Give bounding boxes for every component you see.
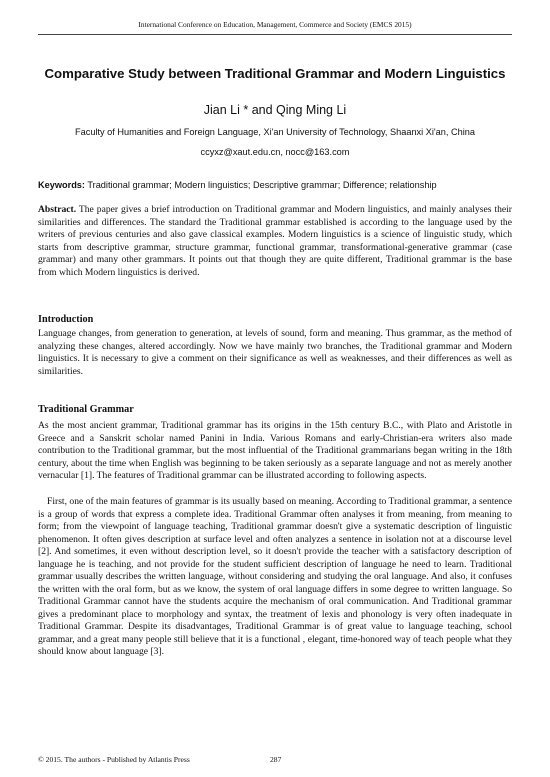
copyright-footer: © 2015. The authors - Published by Atlantis Press <box>38 755 190 764</box>
introduction-paragraph: Language changes, from generation to generation, at levels of sound, form and meaning. Thus grammar, as the method of analyzing these changes, altered accordingly. Now we have mainly two branches, the Traditional grammar and Modern linguistics. It is necessary to give a comment on their significance as well as weaknesses, and their differences as well as similarities. <box>38 328 512 377</box>
keywords-label: Keywords: <box>38 180 85 190</box>
keywords-text: Traditional grammar; Modern linguistics; Descriptive grammar; Difference; relationship <box>84 180 437 190</box>
abstract-label: Abstract. <box>38 204 77 215</box>
author-list: Jian Li * and Qing Ming Li <box>203 103 347 117</box>
traditional-grammar-paragraph-2: First, one of the main features of grammar is its usually based on meaning. According to Traditional grammar, a sentence is a group of words that express a complete idea. Traditional Grammar often analyses it from meaning, from meaning to form; from the viewpoint of language teaching, Traditional grammar doesn't give a systematic description of linguistic phenomenon. It often gives description at surface level and often analyzes a sentence in isolation not at a discourse level [2]. And sometimes, it even without description level, so it doesn't provide the teacher with a satisfactory description of language he is teaching, and not provide for the student sufficient description of language he need to learn. Traditional grammar usually describes the written language, without considering and studying the oral language. And also, it confuses the written with the oral form, but as we know, the system of oral language differs in some degree to written language. So Traditional Grammar cannot have the students acquire the mechanism of oral communication. And Traditional grammar gives a predominant place to morphology and syntax, the treatment of lexis and phonology is very often inadequate in Traditional Grammar. Despite its disadvantages, Traditional Grammar is of great value to language teaching, school grammar, and a great many people still believe that it is a functional , elegant, time-honored way of teach people what they should know about language [3]. <box>38 496 512 657</box>
abstract <box>38 204 512 279</box>
keywords-line <box>38 180 512 190</box>
traditional-grammar-paragraph-1: As the most ancient grammar, Traditional grammar has its origins in the 15th century B.C., with Plato and Aristotle in Greece and a Sanskrit scholar named Panini in India. Various Romans and early-Christian-era writers also made contribution to the Traditional grammar, but the most influential of the Traditional grammarians began writing in the 18th century, about the time when English was beginning to be taken seriously as a separate language and not as merely another vernacular [1]. The features of Traditional grammar can be illustrated according to following aspects. <box>38 420 512 481</box>
page-number: 287 <box>270 755 282 764</box>
header-rule <box>38 34 512 35</box>
conference-header: International Conference on Education, Management, Commerce and Society (EMCS 2015) <box>138 20 412 29</box>
paper-title: Comparative Study between Traditional Grammar and Modern Linguistics <box>44 66 506 81</box>
affiliation: Faculty of Humanities and Foreign Language, Xi'an University of Technology, Shaanxi Xi'an, China <box>75 127 475 137</box>
abstract-text: The paper gives a brief introduction on Traditional grammar and Modern linguistics, and mainly analyses their similarities and differences. The standard the Traditional grammar established is according to the language used by the writers of previous centuries and also gave classical examples. Modern linguistics is a science of linguistic study, which starts from descriptive grammar, structure grammar, functional grammar, transformational-generative grammar (case grammar) and many other grammars. It points out that though they are quite different, Traditional grammar is the base from which Modern linguistics is derived. <box>38 204 512 278</box>
introduction-heading: Introduction <box>38 314 94 325</box>
traditional-grammar-heading: Traditional Grammar <box>38 404 134 415</box>
author-emails[interactable]: ccyxz@xaut.edu.cn, nocc@163.com <box>200 147 350 157</box>
